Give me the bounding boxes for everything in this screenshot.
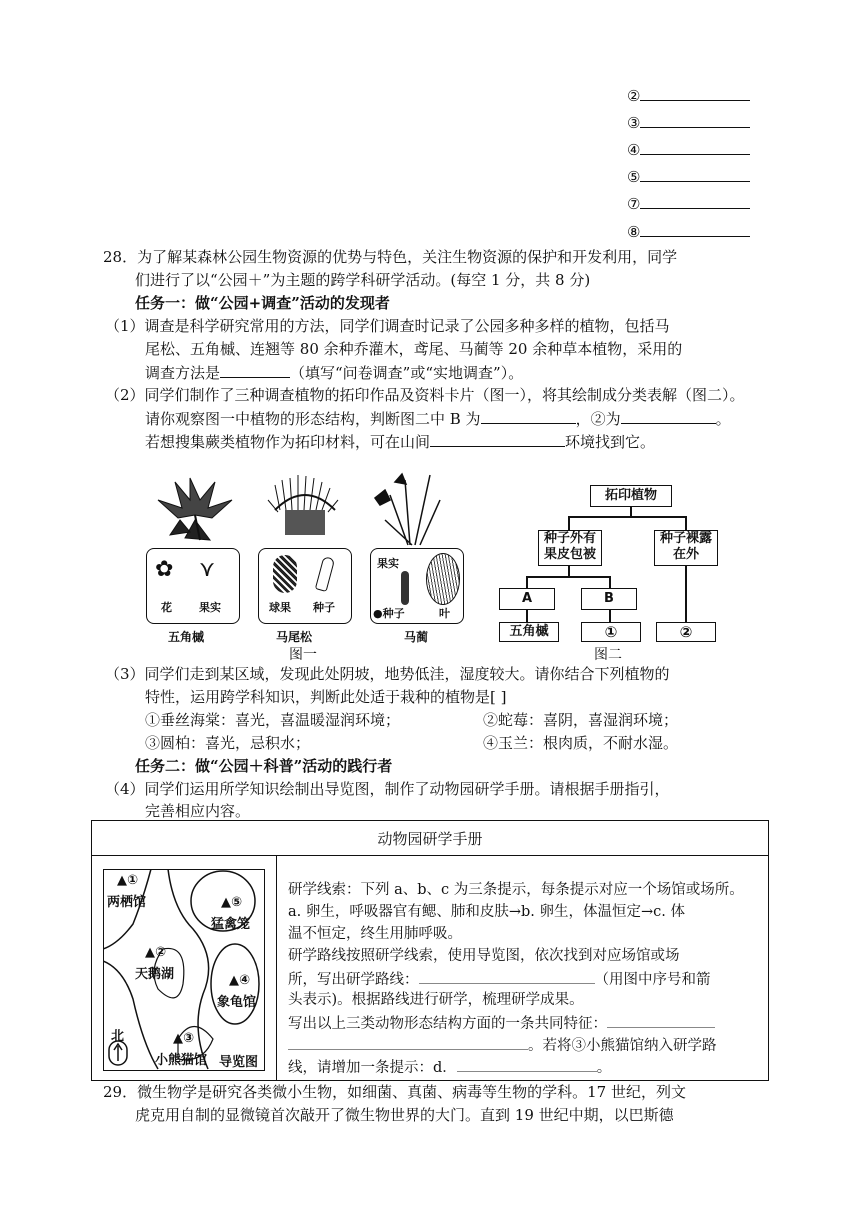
map-label-tortoise: 象龟馆 — [217, 995, 257, 1010]
common-feature-blank-2[interactable] — [288, 1033, 528, 1050]
tree-line — [609, 610, 611, 622]
q28-p2-line1: （2）同学们制作了三种调查植物的拓印作品及资料卡片（图一），将其绘制成分类表解（图二）。 — [105, 386, 745, 404]
q28-p3-line1: （3）同学们走到某区域，发现此处阴坡，地势低洼，湿度较大。请你结合下列植物的 — [105, 665, 670, 683]
q28-p1-line1: （1）调查是科学研究常用的方法，同学们调查时记录了公园多种多样的植物，包括马 — [105, 317, 670, 335]
leaf-detail-icon — [426, 553, 460, 605]
map-marker-3[interactable]: ▲③ — [173, 1031, 195, 1046]
tree-leaf-1: ① — [581, 622, 641, 642]
tree-line — [526, 610, 528, 622]
manual-text-1: 研学线索：下列 a、b、c 为三条提示，每条提示对应一个场馆或场所。 — [288, 882, 744, 898]
tree-b: B — [581, 588, 637, 610]
q29-line1: 29．微生物学是研究各类微小生物，如细菌、真菌、病毒等生物的学科。17 世纪，列文 — [103, 1083, 686, 1101]
answer-line-3[interactable]: ③ — [627, 111, 750, 134]
answer-line-7[interactable]: ⑦ — [627, 192, 750, 215]
label-iris-seed: ●种子 — [373, 607, 405, 620]
q28-p2-line2: 请你观察图一中植物的形态结构，判断图二中 B 为 ，②为 。 — [145, 407, 731, 430]
iris-fruit-icon — [401, 571, 409, 605]
q28-p4-line1: （4）同学们运用所学知识绘制出导览图，制作了动物园研学手册。请根据手册指引， — [105, 780, 670, 798]
q28-line1: 28．为了解某森林公园生物资源的优势与特色，关注生物资源的保护和开发利用，同学 — [103, 248, 678, 266]
survey-method-blank[interactable] — [220, 361, 290, 378]
map-marker-5[interactable]: ▲⑤ — [221, 895, 243, 910]
map-label-red-panda: 小熊猫馆 — [155, 1053, 208, 1068]
map-north: 北 — [111, 1029, 125, 1044]
q28-p3-line2: 特性，运用跨学科知识，判断此处适于栽种的植物是[ ] — [145, 688, 507, 706]
map-marker-1[interactable]: ▲① — [117, 873, 139, 888]
answer-line-2[interactable]: ② — [627, 84, 750, 107]
card-maple — [146, 548, 240, 624]
map-label-swan-lake: 天鹅湖 — [135, 967, 175, 982]
tree-line — [526, 576, 610, 578]
manual-text-4: 研学路线按照研学线索，使用导览图，依次找到对应场馆或场 — [288, 948, 680, 964]
option-3: ③圆柏：喜光，忌积水； — [145, 734, 311, 752]
manual-text-8: 。若将③小熊猫馆纳入研学路 — [288, 1033, 717, 1057]
map-label-amphibian: 两栖馆 — [107, 895, 147, 910]
q29-line2: 虎克用自制的显微镜首次敲开了微生物世界的大门。直到 19 世纪中期，以巴斯德 — [135, 1106, 674, 1124]
q28-p1-line2: 尾松、五角槭、连翘等 80 余种乔灌木，鸢尾、马蔺等 20 余种草本植物，采用的 — [145, 340, 683, 358]
manual-text-9: 线，请增加一条提示：d． 。 — [288, 1055, 611, 1079]
seed-icon — [315, 556, 335, 592]
tree-line — [568, 516, 686, 518]
label-flower: 花 — [161, 601, 172, 614]
card-pine-name: 马尾松 — [276, 630, 313, 644]
card-iris — [370, 548, 464, 624]
tree-leaf-2: ② — [656, 622, 716, 642]
map-marker-2[interactable]: ▲② — [145, 945, 167, 960]
tree-leaf-maple: 五角槭 — [499, 622, 559, 642]
q28-p1-line3: 调查方法是 （填写“问卷调查”或“实地调查”）。 — [145, 361, 523, 384]
map-cell — [92, 856, 277, 1081]
option-2: ②蛇莓：喜阴，喜湿润环境； — [483, 711, 679, 729]
card-iris-name: 马蔺 — [404, 630, 429, 644]
manual-text-3: 温不恒定，终生用肺呼吸。 — [288, 926, 462, 942]
circle2-blank[interactable] — [621, 407, 716, 424]
q28-p2-line3: 若想搜集蕨类植物作为拓印材料，可在山间 环境找到它。 — [145, 430, 655, 453]
task1-heading: 任务一：做“公园+调查”活动的发现者 — [135, 294, 390, 312]
route-blank[interactable] — [419, 967, 595, 984]
tree-root: 拓印植物 — [590, 485, 672, 507]
cone-icon — [273, 555, 297, 593]
manual-text-6: 头表示)。根据路线进行研学，梳理研学成果。 — [288, 992, 584, 1008]
label-fruit: 果实 — [199, 601, 221, 614]
answer-line-8[interactable]: ⑧ — [627, 220, 750, 243]
label-leaf: 叶 — [439, 607, 450, 620]
manual-text-7: 写出以上三类动物形态结构方面的一条共同特征： — [288, 1011, 715, 1035]
label-seed: 种子 — [313, 601, 335, 614]
map-legend: 导览图 — [219, 1055, 259, 1070]
label-cone: 球果 — [269, 601, 291, 614]
manual-text-cell — [277, 856, 769, 1081]
label-iris-fruit: 果实 — [377, 557, 399, 570]
tree-naked-seed: 种子裸露 在外 — [654, 530, 718, 566]
tree-enclosed-seed: 种子外有 果皮包被 — [538, 530, 602, 566]
map-label-raptor: 猛禽笼 — [211, 917, 251, 932]
answer-line-4[interactable]: ④ — [627, 138, 750, 161]
manual-title: 动物园研学手册 — [92, 821, 769, 856]
card-maple-name: 五角槭 — [168, 630, 205, 644]
tree-a: A — [499, 588, 555, 610]
tree-line — [568, 566, 570, 576]
tree-line — [685, 566, 687, 622]
zoo-manual-table — [91, 820, 769, 1081]
b-blank[interactable] — [481, 407, 576, 424]
figure2-caption: 图二 — [594, 647, 622, 663]
flower-icon: ✿ — [155, 557, 174, 582]
answer-line-5[interactable]: ⑤ — [627, 165, 750, 188]
figure1-caption: 图一 — [289, 647, 317, 663]
task2-heading: 任务二：做“公园＋科普”活动的践行者 — [135, 757, 393, 775]
option-4: ④玉兰：根肉质，不耐水湿。 — [483, 734, 679, 752]
tree-line — [609, 576, 611, 588]
tree-line — [526, 576, 528, 588]
manual-text-5: 所，写出研学路线： （用图中序号和箭 — [288, 967, 711, 991]
plant-sketches — [140, 470, 470, 550]
tree-line — [568, 516, 570, 530]
iris-sketch — [375, 474, 440, 545]
tree-line — [685, 516, 687, 530]
fern-env-blank[interactable] — [430, 430, 565, 447]
common-feature-blank-1[interactable] — [607, 1011, 715, 1028]
map-marker-4[interactable]: ▲④ — [229, 973, 251, 988]
q28-line2: 们进行了以“公园＋”为主题的跨学科研学活动。(每空 1 分，共 8 分) — [135, 271, 591, 289]
card-pine — [258, 548, 352, 624]
hint-d-blank[interactable] — [457, 1055, 597, 1072]
samara-icon: ⋎ — [199, 557, 216, 582]
option-1: ①垂丝海棠：喜光，喜温暖湿润环境； — [145, 711, 401, 729]
maple-leaf-sketch — [158, 478, 232, 540]
pine-sketch — [268, 475, 338, 535]
manual-text-2: a. 卵生，呼吸器官有鳃、肺和皮肤→b. 卵生，体温恒定→c. 体 — [288, 904, 685, 920]
q28-p4-line2: 完善相应内容。 — [145, 802, 251, 820]
